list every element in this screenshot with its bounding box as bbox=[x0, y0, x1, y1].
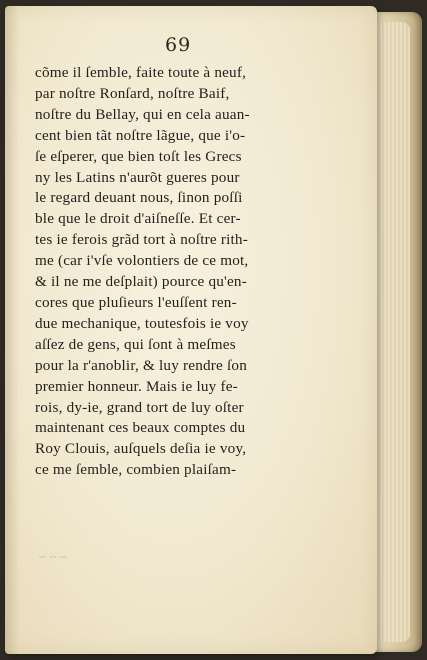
text-line-12: cores que pluſieurs l'euſſent ren- bbox=[35, 293, 237, 311]
text-line-15: pour la r'anoblir, & luy rendre ſon bbox=[35, 356, 247, 374]
text-block bbox=[35, 63, 335, 481]
show-through-ghost-text: ~ ~ ~ bbox=[39, 550, 67, 565]
text-line-10: me (car i'vſe volontiers de ce mot, bbox=[35, 252, 249, 270]
text-line-14: aſſez de gens, qui ſont à meſmes bbox=[35, 335, 236, 353]
text-line-20: ce me ſemble, combien plaiſam- bbox=[35, 461, 237, 479]
text-line-3: noſtre du Bellay, qui en cela auan- bbox=[35, 105, 250, 123]
text-line-8: ble que le droit d'aiſneſſe. Et cer- bbox=[35, 210, 241, 228]
text-line-9: tes ie ferois grãd tort à noſtre rith- bbox=[35, 231, 248, 249]
book-page bbox=[5, 6, 377, 654]
page-number: 69 bbox=[165, 34, 192, 56]
text-line-18: maintenant ces beaux comptes du bbox=[35, 419, 246, 437]
text-line-11: & il ne me deſplait) pource qu'en- bbox=[35, 273, 247, 291]
text-line-1: cõme il ſemble, faite toute à neuf, bbox=[35, 64, 247, 81]
text-line-4: cent bien tãt noſtre lãgue, que i'o- bbox=[35, 126, 246, 144]
text-line-16: premier honneur. Mais ie luy fe- bbox=[35, 377, 238, 395]
text-line-19: Roy Clouis, auſquels deſia ie voy, bbox=[35, 440, 247, 458]
text-line-13: due mechanique, toutesfois ie voy bbox=[35, 314, 249, 332]
text-line-17: rois, dy-ie, grand tort de luy oſter bbox=[35, 398, 244, 416]
text-line-6: ny les Latins n'aurõt gueres pour bbox=[35, 168, 240, 186]
text-line-7: le regard deuant nous, ſinon poſſi bbox=[35, 189, 243, 207]
text-line-5: ſe eſperer, que bien toſt les Grecs bbox=[35, 147, 242, 165]
text-line-2: par noſtre Ronſard, noſtre Baif, bbox=[35, 84, 230, 102]
